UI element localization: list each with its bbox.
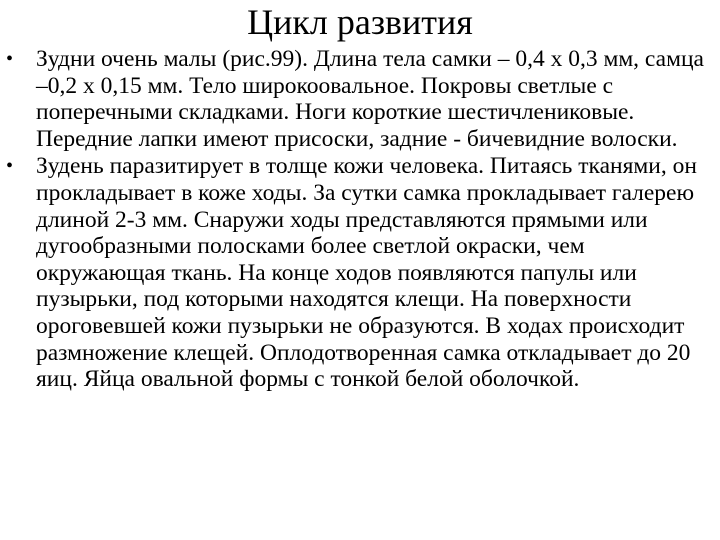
bullet-marker: •: [6, 155, 14, 178]
bullet-item-1: [0, 46, 716, 152]
slide-title: Цикл развития: [247, 2, 473, 42]
bullet-text: Зудни очень малы (рис.99). Длина тела самки – 0,4 х 0,3 мм, самца –0,2 х 0,15 мм. Тело широкоовальное. Покровы светлые с поперечными складками. Ноги короткие шестичлениковые. Передние лапки имеют присоски, задние - бичевидние волоски.: [36, 46, 704, 152]
bullet-marker: •: [6, 48, 14, 70]
bullet-text: Зудень паразитирует в толще кожи человека. Питаясь тканями, он прокладывает в коже ходы. За сутки самка прокладывает галерею длиной 2-3 мм. Снаружи ходы представляются прямыми или дугообразными полосками более светлой окраски, чем окружающая ткань. На конце ходов появляются папулы или пузырьки, под которыми находятся клещи. На поверхности ороговевшей кожи пузырьки не образуются. В ходах происходит размножение клещей. Оплодотворенная самка откладывает до 20 яиц. Яйца овальной формы с тонкой белой оболочкой.: [36, 153, 697, 393]
bullet-item-2: [0, 153, 716, 392]
bullet-list: [0, 46, 716, 394]
